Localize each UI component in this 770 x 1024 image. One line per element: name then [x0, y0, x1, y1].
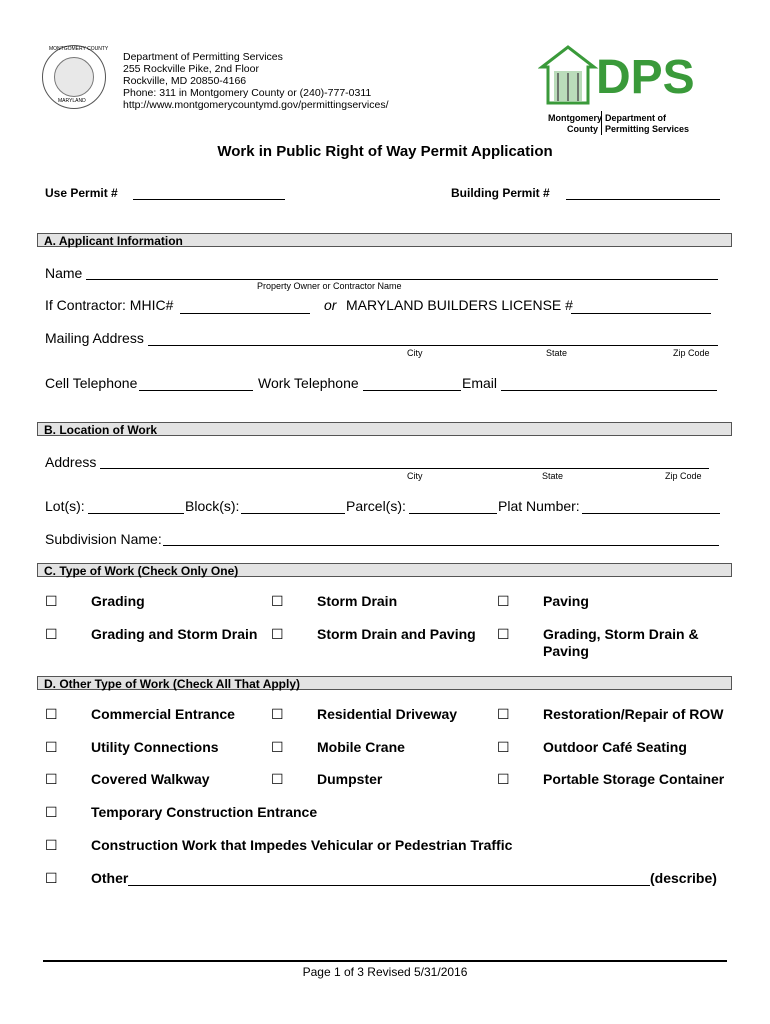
name-hint: Property Owner or Contractor Name	[257, 281, 402, 291]
checkbox-commercial-entrance[interactable]: ☐	[45, 706, 58, 722]
email-field[interactable]	[501, 390, 717, 391]
dept-address1: 255 Rockville Pike, 2nd Floor	[123, 63, 259, 75]
city-hint: City	[407, 348, 423, 358]
checkbox-dumpster[interactable]: ☐	[271, 771, 284, 787]
option-storm-drain-and-paving: Storm Drain and Paving	[317, 626, 476, 642]
cell-telephone-field[interactable]	[139, 390, 253, 391]
subdivision-field[interactable]	[163, 545, 719, 546]
checkbox-temporary-construction[interactable]: ☐	[45, 804, 58, 820]
or-label: or	[324, 297, 337, 313]
lots-field[interactable]	[88, 513, 184, 514]
subdivision-label: Subdivision Name:	[45, 531, 162, 547]
section-d-heading: D. Other Type of Work (Check All That Apply)	[37, 676, 732, 690]
checkbox-storm-drain[interactable]: ☐	[271, 593, 284, 609]
zip-hint: Zip Code	[673, 348, 710, 358]
seal-bottom-text: MARYLAND	[58, 98, 86, 104]
checkbox-other[interactable]: ☐	[45, 870, 58, 886]
parcels-field[interactable]	[409, 513, 497, 514]
option-utility-connections: Utility Connections	[91, 739, 219, 755]
logo-dept-label: Department of Permitting Services	[605, 113, 690, 134]
dept-url: http://www.montgomerycountymd.gov/permittingservices/	[123, 99, 389, 111]
section-b-heading: B. Location of Work	[37, 422, 732, 436]
option-paving: Paving	[543, 593, 589, 609]
seal-top-text: MONTGOMERY COUNTY	[49, 46, 109, 52]
option-residential-driveway: Residential Driveway	[317, 706, 458, 722]
mhic-label: If Contractor: MHIC#	[45, 297, 174, 313]
option-mobile-crane: Mobile Crane	[317, 739, 405, 755]
option-restoration-repair: Restoration/Repair of ROW	[543, 706, 724, 722]
checkbox-restoration-repair[interactable]: ☐	[497, 706, 510, 722]
work-city-hint: City	[407, 471, 423, 481]
option-grading-and-storm-drain: Grading and Storm Drain	[91, 626, 258, 642]
plat-label: Plat Number:	[498, 498, 580, 514]
plat-field[interactable]	[582, 513, 720, 514]
cell-telephone-label: Cell Telephone	[45, 375, 138, 391]
use-permit-field[interactable]	[133, 199, 285, 200]
option-dumpster: Dumpster	[317, 771, 383, 787]
mbl-label: MARYLAND BUILDERS LICENSE #	[346, 297, 573, 313]
blocks-field[interactable]	[241, 513, 345, 514]
checkbox-paving[interactable]: ☐	[497, 593, 510, 609]
page-footer: Page 1 of 3 Revised 5/31/2016	[302, 965, 468, 979]
option-portable-storage: Portable Storage Container	[543, 771, 725, 787]
other-describe-field[interactable]	[128, 885, 650, 886]
option-grading: Grading	[91, 593, 145, 609]
checkbox-residential-driveway[interactable]: ☐	[271, 706, 284, 722]
checkbox-portable-storage[interactable]: ☐	[497, 771, 510, 787]
logo-county-label: Montgomery County	[548, 113, 602, 134]
work-telephone-label: Work Telephone	[258, 375, 359, 391]
dept-address2: Rockville, MD 20850-4166	[123, 75, 247, 87]
checkbox-grading[interactable]: ☐	[45, 593, 58, 609]
page-title: Work in Public Right of Way Permit Application	[217, 143, 553, 160]
footer-divider	[43, 960, 727, 962]
work-zip-hint: Zip Code	[665, 471, 702, 481]
mhic-field[interactable]	[180, 313, 310, 314]
work-telephone-field[interactable]	[363, 390, 461, 391]
option-temporary-construction: Temporary Construction Entrance	[91, 804, 318, 820]
work-address-label: Address	[45, 454, 97, 470]
dps-logo-text: DPS	[596, 51, 695, 104]
checkbox-utility-connections[interactable]: ☐	[45, 739, 58, 755]
work-state-hint: State	[542, 471, 564, 481]
building-permit-field[interactable]	[566, 199, 720, 200]
checkbox-grading-and-storm-drain[interactable]: ☐	[45, 626, 58, 642]
checkbox-mobile-crane[interactable]: ☐	[271, 739, 284, 755]
mailing-address-label: Mailing Address	[45, 330, 144, 346]
option-impedes-traffic: Construction Work that Impedes Vehicular or Pedestrian Traffic	[91, 837, 513, 853]
email-label: Email	[462, 375, 498, 391]
checkbox-grading-storm-drain-paving[interactable]: ☐	[497, 626, 510, 642]
checkbox-impedes-traffic[interactable]: ☐	[45, 837, 58, 853]
lots-label: Lot(s):	[45, 498, 85, 514]
blocks-label: Block(s):	[185, 498, 240, 514]
dept-name: Department of Permitting Services	[123, 51, 283, 63]
option-covered-walkway: Covered Walkway	[91, 771, 210, 787]
section-a-heading: A. Applicant Information	[37, 233, 732, 247]
name-field[interactable]	[86, 279, 718, 280]
logo-divider	[601, 111, 602, 135]
use-permit-label: Use Permit #	[45, 186, 118, 200]
seal-emblem-icon	[54, 57, 94, 97]
option-grading-storm-drain-paving-line2: Paving	[543, 643, 589, 659]
option-storm-drain: Storm Drain	[317, 593, 398, 609]
checkbox-storm-drain-and-paving[interactable]: ☐	[271, 626, 284, 642]
mbl-field[interactable]	[571, 313, 711, 314]
work-address-field[interactable]	[100, 468, 709, 469]
option-commercial-entrance: Commercial Entrance	[91, 706, 235, 722]
option-outdoor-cafe: Outdoor Café Seating	[543, 739, 687, 755]
name-label: Name	[45, 265, 83, 281]
option-grading-storm-drain-paving: Grading, Storm Drain &	[543, 626, 699, 642]
mailing-address-field[interactable]	[148, 345, 718, 346]
dept-phone: Phone: 311 in Montgomery County or (240)-777-0311	[123, 87, 372, 99]
option-other: Other	[91, 870, 129, 886]
building-permit-label: Building Permit #	[451, 186, 550, 200]
checkbox-outdoor-cafe[interactable]: ☐	[497, 739, 510, 755]
describe-label: (describe)	[650, 870, 717, 886]
parcels-label: Parcel(s):	[346, 498, 406, 514]
checkbox-covered-walkway[interactable]: ☐	[45, 771, 58, 787]
section-c-heading: C. Type of Work (Check Only One)	[37, 563, 732, 577]
state-hint: State	[546, 348, 568, 358]
